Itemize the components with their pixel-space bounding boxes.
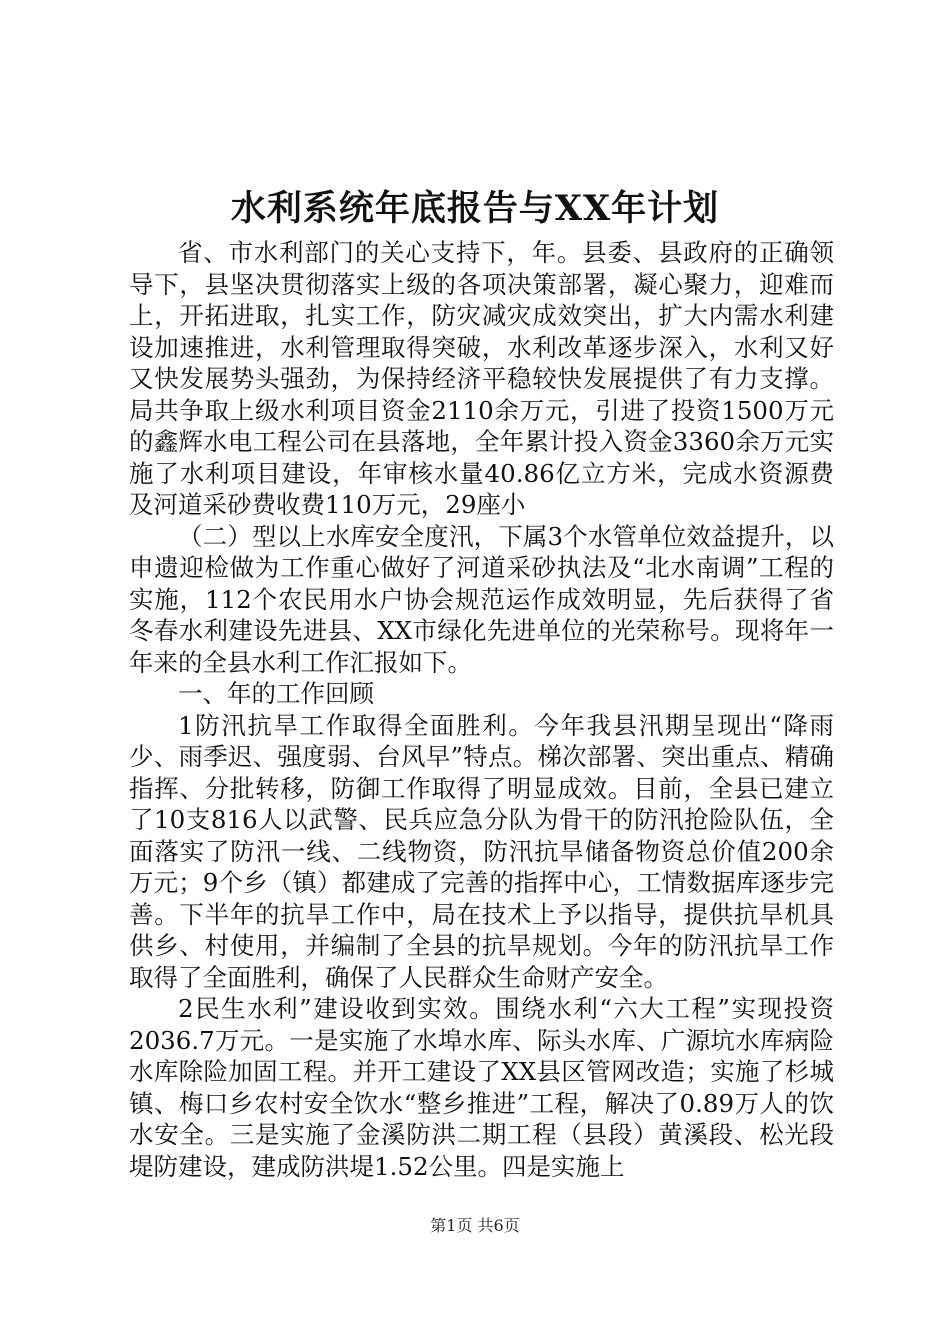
paragraph-intro: 省、市水利部门的关心支持下，年。县委、县政府的正确领导下，县坚决贯彻落实上级的各项决策部署，凝心聚力，迎难而上，开拓进取，扎实工作，防灾减灾成效突出，扩大内需水利建设加速推进，水利管理取得突破，水利改革逐步深入，水利又好又快发展势头强劲，为保持经济平稳较快发展提供了有力支撑。局共争取上级水利项目资金2110余万元，引进了投资1500万元的鑫辉水电工程公司在县落地，全年累计投入资金3360余万元实施了水利项目建设，年审核水量40.86亿立方米，完成水资源费及河道采砂费收费110万元，29座小 xyxy=(129,238,834,519)
paragraph-livelihood-water: 2民生水利”建设收到实效。围绕水利“六大工程”实现投资2036.7万元。一是实施了水埠水库、际头水库、广源坑水库病险水库除险加固工程。并开工建设了XX县区管网改造；实施了杉城镇、梅口乡农村安全饮水“整乡推进”工程，解决了0.89万人的饮水安全。三是实施了金溪防洪二期工程（县段）黄溪段、松光段堤防建设，建成防洪堤1.52公里。四是实施上 xyxy=(129,994,834,1181)
paragraph-section-two: （二）型以上水库安全度汛，下属3个水管单位效益提升，以申遗迎检做为工作重心做好了河道采砂执法及“北水南调”工程的实施，112个农民用水户协会规范运作成效明显，先后获得了省冬春水利建设先进县、XX市绿化先进单位的光荣称号。现将年一年来的全县水利工作汇报如下。 xyxy=(129,521,834,677)
document-body xyxy=(129,237,834,1182)
page-footer: 第1页 共6页 xyxy=(430,1216,520,1235)
document-title: 水利系统年底报告与XX年计划 xyxy=(230,188,720,229)
section-heading-review: 一、年的工作回顾 xyxy=(178,679,374,708)
paragraph-flood-control: 1防汛抗旱工作取得全面胜利。今年我县汛期呈现出“降雨少、雨季迟、强度弱、台风早”特点。梯次部署、突出重点、精确指挥、分批转移，防御工作取得了明显成效。目前，全县已建立了10支816人以武警、民兵应急分队为骨干的防汛抢险队伍，全面落实了防汛一线、二线物资，防汛抗旱储备物资总价值200余万元；9个乡（镇）都建成了完善的指挥中心，工情数据库逐步完善。下半年的抗旱工作中，局在技术上予以指导，提供抗旱机具供乡、村使用，并编制了全县的抗旱规划。今年的防汛抗旱工作取得了全面胜利，确保了人民群众生命财产安全。 xyxy=(129,710,834,992)
